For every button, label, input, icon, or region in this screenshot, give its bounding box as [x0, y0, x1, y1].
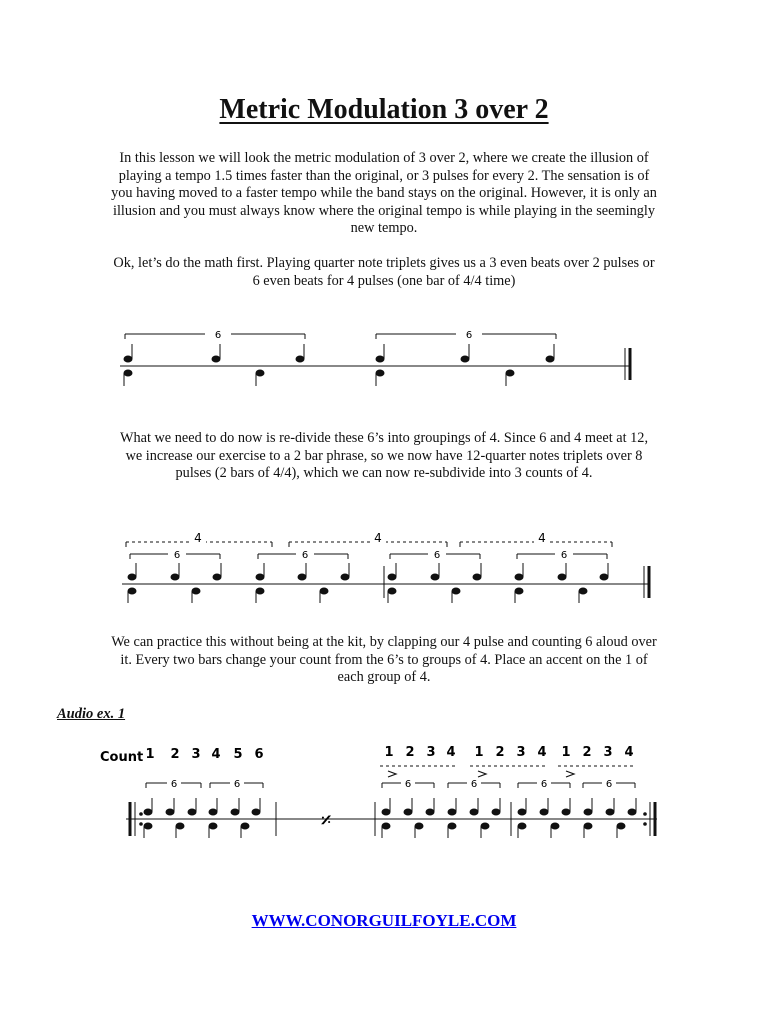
group-number: 4 [374, 531, 382, 545]
count-number: 3 [603, 745, 613, 760]
count-number: 2 [582, 745, 592, 760]
regroup-paragraph: What we need to do now is re-divide these 6’s into groupings of 4. Since 6 and 4 meet at 12, we increase our exercise to a 2 bar phrase, so we now have 12-quarter notes triplets over 8 pulses (2 bars of 4/4), which we can now re-subdivide into 3 counts of 4. [119, 430, 649, 482]
math-paragraph: Ok, let’s do the math first. Playing quarter note triplets gives us a 3 even beats over 2 pulses or 6 even beats for 4 pulses (one bar of 4/4 time) [113, 255, 655, 289]
audio-example-label: Audio ex. 1 [57, 706, 126, 722]
website-link[interactable]: WWW.CONORGUILFOYLE.COM [251, 911, 517, 930]
tuplet-number: 6 [214, 330, 222, 341]
notation-audio-example-1 [0, 738, 768, 850]
tuplet-number: 6 [301, 550, 309, 561]
count-number: 3 [426, 745, 436, 760]
practice-paragraph: We can practice this without being at the kit, by clapping our 4 pulse and counting 6 aloud over it. Every two bars change your count from the 6’s to groups of 4. Place an accent on the 1 of each group of 4. [111, 634, 657, 686]
count-number: 4 [446, 745, 456, 760]
count-number: 1 [474, 745, 484, 760]
count-number: 4 [211, 747, 221, 762]
count-number: 3 [191, 747, 201, 762]
page-title: Metric Modulation 3 over 2 [219, 94, 549, 125]
tuplet-number: 6 [170, 779, 178, 790]
group-number: 4 [194, 531, 202, 545]
count-number: 3 [516, 745, 526, 760]
count-number: 2 [170, 747, 180, 762]
tuplet-number: 6 [540, 779, 548, 790]
count-number: 5 [233, 747, 243, 762]
count-number: 4 [537, 745, 547, 760]
tuplet-number: 6 [173, 550, 181, 561]
tuplet-number: 6 [233, 779, 241, 790]
count-label: Count [100, 750, 144, 765]
count-number: 1 [145, 747, 155, 762]
tuplet-number: 6 [404, 779, 412, 790]
group-number: 4 [538, 531, 546, 545]
tuplet-number: 6 [433, 550, 441, 561]
count-number: 2 [495, 745, 505, 760]
count-number: 6 [254, 747, 264, 762]
count-number: 2 [405, 745, 415, 760]
notation-example-1 [0, 318, 768, 390]
count-number: 4 [624, 745, 634, 760]
tuplet-number: 6 [605, 779, 613, 790]
count-number: 1 [384, 745, 394, 760]
tuplet-number: 6 [465, 330, 473, 341]
count-number: 1 [561, 745, 571, 760]
intro-paragraph: In this lesson we will look the metric modulation of 3 over 2, where we create the illusion of playing a tempo 1.5 times faster than the original, or 3 pulses for every 2. The sensation is of you having moved to a faster tempo while the band stays on the original. However, it is only an illusion and you must always know where the original tempo is while playing in the seemingly new tempo. [111, 150, 657, 237]
notation-example-2 [0, 520, 768, 604]
tuplet-number: 6 [560, 550, 568, 561]
tuplet-number: 6 [470, 779, 478, 790]
measure-repeat-sign: 𝄎 [320, 809, 332, 834]
